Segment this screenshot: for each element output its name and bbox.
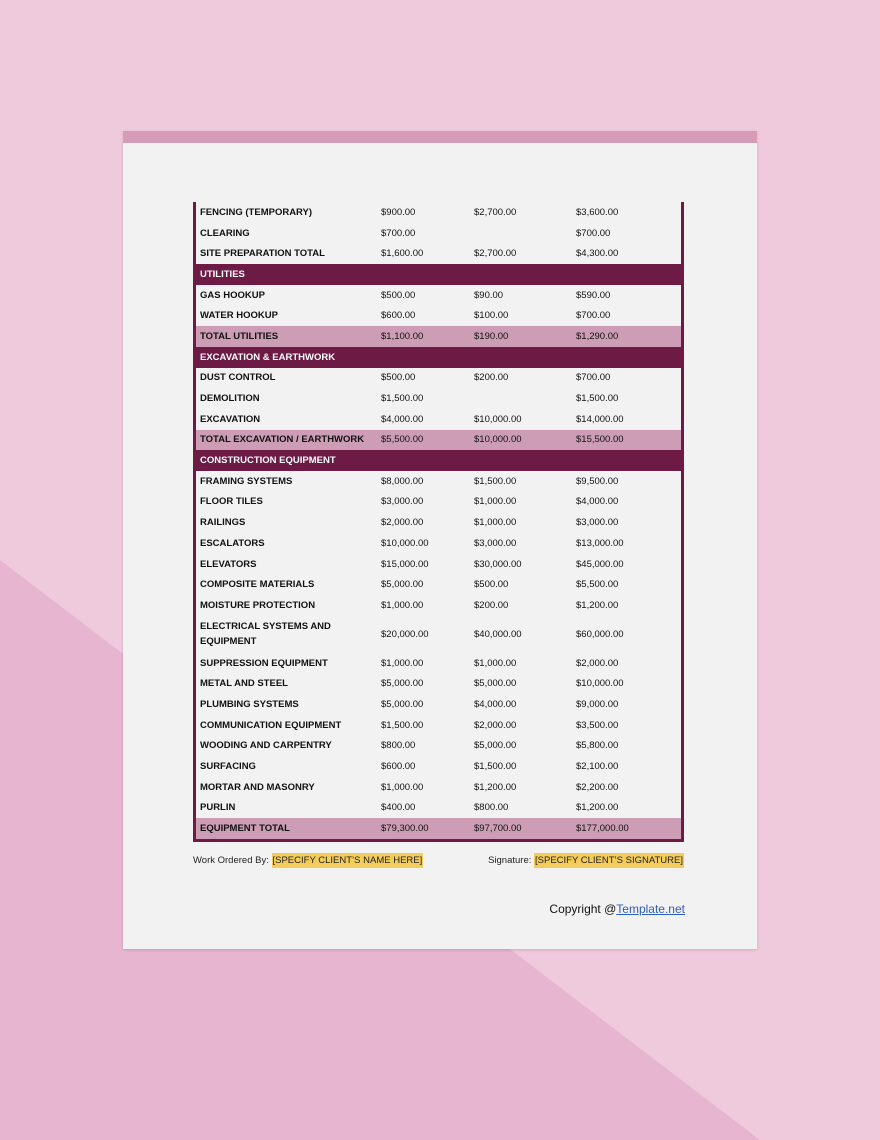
table-row	[196, 554, 681, 575]
cost-cell: $1,000.00	[474, 517, 517, 529]
table-row	[196, 368, 681, 389]
cost-cell: $2,700.00	[474, 248, 517, 260]
cost-cell: $5,500.00	[576, 579, 619, 591]
cost-cell: $3,600.00	[576, 206, 619, 218]
cost-cell: $4,000.00	[381, 413, 424, 425]
table-row	[196, 756, 681, 777]
table-row	[196, 715, 681, 736]
table-row	[196, 673, 681, 694]
cost-cell: $1,000.00	[381, 657, 424, 669]
cost-cell: $14,000.00	[576, 413, 624, 425]
cost-cell: $1,500.00	[474, 475, 517, 487]
row-label: METAL AND STEEL	[200, 678, 288, 690]
table-row	[196, 305, 681, 326]
row-label: WATER HOOKUP	[200, 310, 278, 322]
row-label: COMMUNICATION EQUIPMENT	[200, 719, 342, 731]
cost-cell: $10,000.00	[474, 434, 522, 446]
table-row	[196, 777, 681, 798]
cost-cell: $1,000.00	[474, 657, 517, 669]
table-row	[196, 409, 681, 430]
row-label: EXCAVATION & EARTHWORK	[200, 351, 336, 363]
table-row	[196, 471, 681, 492]
table-row	[196, 202, 681, 223]
cost-cell: $8,000.00	[381, 475, 424, 487]
cost-cell: $1,200.00	[474, 781, 517, 793]
cost-cell: $177,000.00	[576, 823, 629, 835]
cost-cell: $60,000.00	[576, 628, 624, 640]
row-label: GAS HOOKUP	[200, 289, 265, 301]
cost-cell: $700.00	[576, 310, 611, 322]
cost-table	[193, 202, 684, 842]
template-link[interactable]: Template.net	[616, 902, 685, 916]
cost-cell: $4,000.00	[474, 698, 517, 710]
cost-cell: $700.00	[576, 372, 611, 384]
cost-cell: $190.00	[474, 330, 509, 342]
cost-cell: $4,300.00	[576, 248, 619, 260]
table-row	[196, 243, 681, 264]
cost-cell: $1,500.00	[381, 719, 424, 731]
cost-cell: $2,000.00	[381, 517, 424, 529]
signature-footer	[193, 855, 684, 866]
cost-cell: $3,000.00	[474, 537, 517, 549]
cost-cell: $1,100.00	[381, 330, 424, 342]
cost-cell: $1,600.00	[381, 248, 424, 260]
cost-cell: $1,000.00	[381, 781, 424, 793]
cost-cell: $500.00	[381, 289, 416, 301]
row-label: WOODING AND CARPENTRY	[200, 740, 332, 752]
table-row	[196, 223, 681, 244]
cost-cell: $90.00	[474, 289, 504, 301]
cost-cell: $400.00	[381, 802, 416, 814]
table-row	[196, 616, 681, 653]
cost-cell: $200.00	[474, 599, 509, 611]
cost-cell: $5,000.00	[381, 579, 424, 591]
table-row	[196, 798, 681, 819]
cost-cell: $200.00	[474, 372, 509, 384]
cost-cell: $2,200.00	[576, 781, 619, 793]
cost-cell: $1,290.00	[576, 330, 619, 342]
cost-cell: $800.00	[381, 740, 416, 752]
cost-cell: $5,500.00	[381, 434, 424, 446]
cost-cell: $600.00	[381, 310, 416, 322]
row-label: SITE PREPARATION TOTAL	[200, 248, 325, 260]
cost-cell: $500.00	[474, 579, 509, 591]
row-label: CLEARING	[200, 227, 250, 239]
cost-cell: $97,700.00	[474, 823, 522, 835]
total-row	[196, 818, 681, 839]
row-label: PLUMBING SYSTEMS	[200, 698, 299, 710]
cost-cell: $45,000.00	[576, 558, 624, 570]
cost-cell: $1,500.00	[381, 393, 424, 405]
row-label: COMPOSITE MATERIALS	[200, 579, 315, 591]
document-page	[123, 131, 757, 949]
cost-cell: $5,800.00	[576, 740, 619, 752]
cost-cell: $9,000.00	[576, 698, 619, 710]
total-row	[196, 326, 681, 347]
row-label: EXCAVATION	[200, 413, 261, 425]
cost-cell: $5,000.00	[381, 678, 424, 690]
table-row	[196, 512, 681, 533]
cost-cell: $590.00	[576, 289, 611, 301]
cost-cell: $1,000.00	[381, 599, 424, 611]
cost-cell: $800.00	[474, 802, 509, 814]
row-label: EQUIPMENT TOTAL	[200, 823, 290, 835]
row-label: DEMOLITION	[200, 393, 260, 405]
cost-cell: $1,000.00	[474, 496, 517, 508]
row-label: SUPPRESSION EQUIPMENT	[200, 657, 328, 669]
cost-cell: $600.00	[381, 761, 416, 773]
page-top-band	[123, 131, 757, 143]
cost-cell: $40,000.00	[474, 628, 522, 640]
cost-cell: $20,000.00	[381, 628, 429, 640]
row-label: PURLIN	[200, 802, 236, 814]
copyright-text: Copyright @	[549, 902, 617, 916]
cost-cell: $5,000.00	[474, 678, 517, 690]
table-row	[196, 285, 681, 306]
cost-cell: $2,000.00	[576, 657, 619, 669]
cost-cell: $5,000.00	[381, 698, 424, 710]
row-label: MOISTURE PROTECTION	[200, 599, 316, 611]
work-ordered-by-label: Work Ordered By:	[193, 855, 269, 866]
row-label: FLOOR TILES	[200, 496, 263, 508]
cost-cell: $79,300.00	[381, 823, 429, 835]
table-row	[196, 533, 681, 554]
table-row	[196, 388, 681, 409]
cost-cell: $15,000.00	[381, 558, 429, 570]
cost-cell: $500.00	[381, 372, 416, 384]
row-label: TOTAL EXCAVATION / EARTHWORK	[200, 434, 365, 446]
cost-cell: $1,500.00	[576, 393, 619, 405]
cost-cell: $1,500.00	[474, 761, 517, 773]
cost-cell: $1,200.00	[576, 599, 619, 611]
row-label: MORTAR AND MASONRY	[200, 781, 315, 793]
row-label: CONSTRUCTION EQUIPMENT	[200, 455, 336, 467]
row-label: TOTAL UTILITIES	[200, 330, 279, 342]
table-row	[196, 492, 681, 513]
copyright	[549, 902, 685, 916]
cost-cell: $700.00	[381, 227, 416, 239]
row-label: SURFACING	[200, 761, 256, 773]
cost-cell: $10,000.00	[474, 413, 522, 425]
row-label: RAILINGS	[200, 517, 246, 529]
cost-cell: $3,500.00	[576, 719, 619, 731]
cost-cell: $1,200.00	[576, 802, 619, 814]
cost-cell: $13,000.00	[576, 537, 624, 549]
row-label: FRAMING SYSTEMS	[200, 475, 293, 487]
table-row	[196, 736, 681, 757]
signature-label: Signature:	[488, 855, 532, 866]
row-label: ESCALATORS	[200, 537, 265, 549]
cost-cell: $9,500.00	[576, 475, 619, 487]
signature-block	[488, 855, 684, 866]
row-label: DUST CONTROL	[200, 372, 276, 384]
cost-cell: $30,000.00	[474, 558, 522, 570]
row-label: ELEVATORS	[200, 558, 257, 570]
cost-cell: $700.00	[576, 227, 611, 239]
cost-cell: $2,700.00	[474, 206, 517, 218]
cost-cell: $2,100.00	[576, 761, 619, 773]
table-row	[196, 653, 681, 674]
client-name-placeholder[interactable]: [SPECIFY CLIENT’S NAME HERE]	[272, 855, 423, 866]
table-row	[196, 595, 681, 616]
cost-cell: $4,000.00	[576, 496, 619, 508]
row-label: FENCING (TEMPORARY)	[200, 206, 313, 218]
signature-placeholder[interactable]: [SPECIFY CLIENT’S SIGNATURE]	[535, 855, 683, 866]
table-row	[196, 694, 681, 715]
cost-cell: $900.00	[381, 206, 416, 218]
cost-cell: $10,000.00	[576, 678, 624, 690]
cost-cell: $3,000.00	[381, 496, 424, 508]
total-row	[196, 430, 681, 451]
cost-cell: $100.00	[474, 310, 509, 322]
section-header	[196, 264, 681, 285]
section-header	[196, 450, 681, 471]
cost-cell: $3,000.00	[576, 517, 619, 529]
cost-cell: $15,500.00	[576, 434, 624, 446]
table-row	[196, 574, 681, 595]
cost-cell: $2,000.00	[474, 719, 517, 731]
section-header	[196, 347, 681, 368]
cost-cell: $5,000.00	[474, 740, 517, 752]
row-label: ELECTRICAL SYSTEMS AND EQUIPMENT	[200, 621, 331, 648]
row-label: UTILITIES	[200, 268, 245, 280]
cost-cell: $10,000.00	[381, 537, 429, 549]
